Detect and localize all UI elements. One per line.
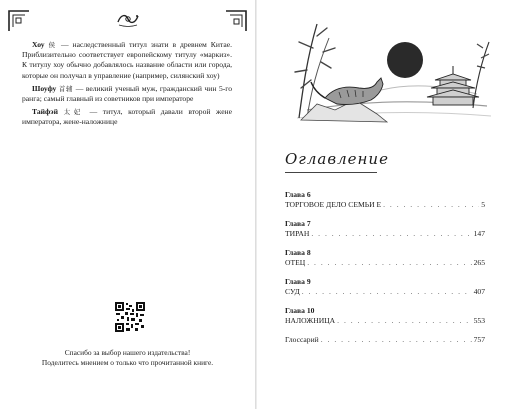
glossary-entry bbox=[22, 84, 232, 104]
glossary-hanzi: 侯 bbox=[48, 41, 58, 49]
glossary-term: Шоуфу bbox=[32, 83, 57, 93]
toc-entry[interactable] bbox=[285, 306, 485, 325]
toc-leader-dots bbox=[302, 287, 472, 297]
glossary-term: Тайфэй bbox=[32, 107, 58, 117]
toc-page-number: 407 bbox=[473, 286, 485, 296]
glossary-text: — наследственный титул знати в древнем Китае. Приблизительно соответствует европейскому титулу «маркиз». К титулу хоу обычно добавлялось название области или города, которые он получал в управление (например, силянский хоу) bbox=[22, 40, 232, 80]
toc-entry[interactable] bbox=[285, 190, 485, 209]
glossary-entry bbox=[22, 40, 232, 81]
right-page bbox=[257, 0, 512, 409]
toc-page-number: 553 bbox=[473, 315, 485, 325]
toc-entry[interactable] bbox=[285, 248, 485, 267]
glossary-term: Хоу bbox=[32, 40, 45, 49]
toc-chapter-label: Глава 10 bbox=[285, 306, 315, 315]
toc-chapter-label: Глава 7 bbox=[285, 219, 311, 228]
toc-entry-title: НАЛОЖНИЦА bbox=[285, 315, 336, 325]
toc-leader-dots bbox=[337, 316, 471, 326]
toc-title: Оглавление bbox=[285, 150, 389, 168]
toc-entry[interactable] bbox=[285, 277, 485, 296]
toc-page-number: 265 bbox=[473, 257, 485, 267]
thanks-line: Поделитесь мнением о только что прочитанной книге. bbox=[41, 358, 214, 367]
glossary-text: — великий ученый муж, гражданский чин 5-го ранга; самый главный из советников при императоре bbox=[22, 83, 233, 104]
toc-entry-title: ТОРГОВОЕ ДЕЛО СЕМЬИ Е bbox=[285, 199, 382, 209]
toc-entry-title: ТИРАН bbox=[285, 228, 310, 238]
corner-ornament-icon bbox=[8, 10, 30, 32]
toc-page-number: 757 bbox=[473, 335, 485, 344]
corner-ornament-icon bbox=[225, 10, 247, 32]
left-page bbox=[0, 0, 255, 409]
landscape-illustration bbox=[277, 18, 497, 126]
toc-page-number: 147 bbox=[473, 228, 485, 238]
toc-entry-title: Глоссарий bbox=[285, 335, 319, 344]
toc-entry-title: СУД bbox=[285, 286, 300, 296]
toc-leader-dots bbox=[321, 335, 472, 345]
toc-chapter-label: Глава 6 bbox=[285, 190, 311, 199]
thanks-line: Спасибо за выбор нашего издательства! bbox=[64, 348, 191, 357]
glossary-block bbox=[22, 40, 232, 131]
table-of-contents bbox=[285, 190, 485, 355]
toc-leader-dots bbox=[311, 229, 471, 239]
glossary-hanzi: 首辅 bbox=[58, 84, 74, 93]
toc-chapter-label: Глава 8 bbox=[285, 248, 311, 257]
publisher-thanks bbox=[0, 348, 255, 368]
toc-leader-dots bbox=[383, 200, 479, 210]
toc-entry[interactable] bbox=[285, 219, 485, 238]
glossary-hanzi: 太妃 bbox=[63, 108, 84, 117]
toc-page-number: 5 bbox=[481, 199, 485, 209]
toc-entry-title: ОТЕЦ bbox=[285, 257, 306, 267]
qr-code-icon[interactable] bbox=[115, 302, 145, 332]
toc-chapter-label: Глава 9 bbox=[285, 277, 311, 286]
toc-leader-dots bbox=[307, 258, 471, 268]
glossary-text: — титул, который давали второй жене императора, жене-наложнице bbox=[22, 107, 232, 127]
toc-title-underline bbox=[285, 172, 377, 173]
toc-entry[interactable] bbox=[285, 335, 485, 345]
dragon-ornament-icon bbox=[116, 10, 140, 28]
glossary-entry bbox=[22, 107, 232, 127]
